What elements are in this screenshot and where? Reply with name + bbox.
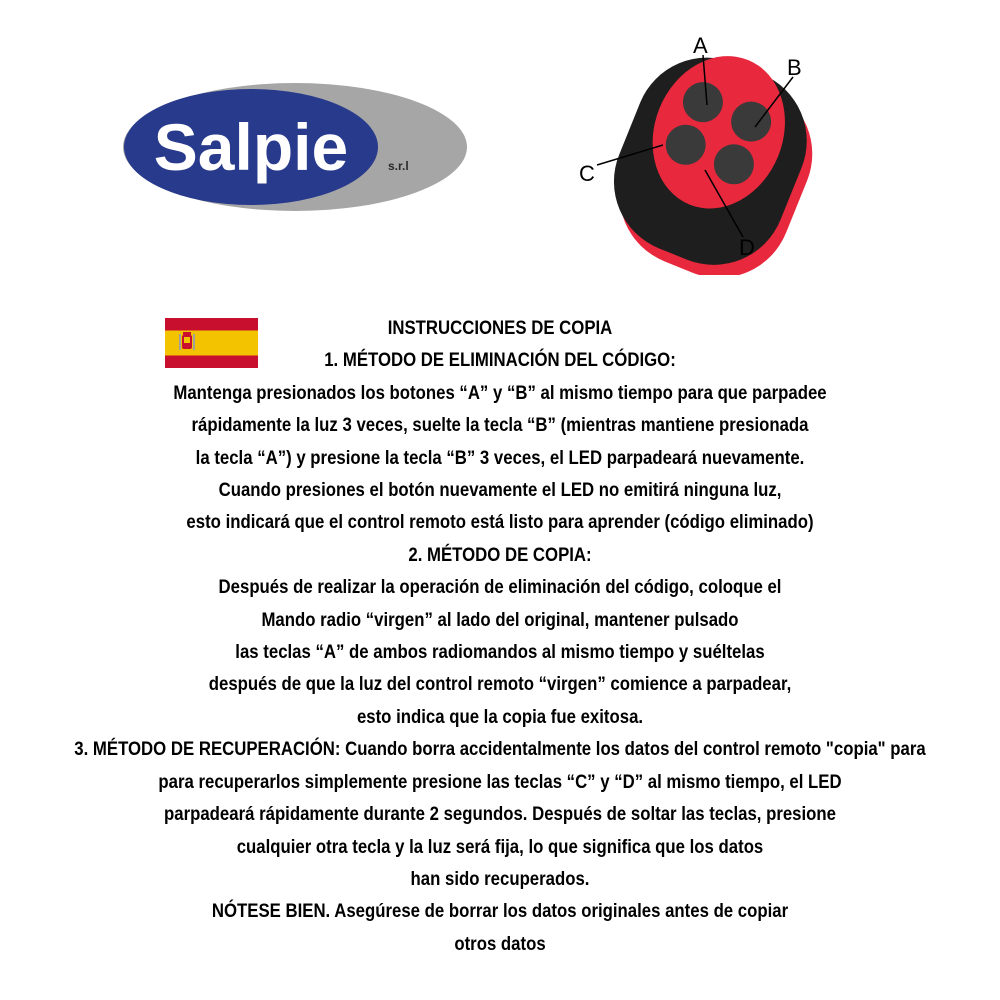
instructions-title: INSTRUCCIONES DE COPIA bbox=[387, 317, 613, 339]
remote-label-d: D bbox=[739, 235, 755, 260]
remote-control-image bbox=[575, 15, 875, 275]
section-1-heading: 1. MÉTODO DE ELIMINACIÓN DEL CÓDIGO: bbox=[324, 349, 676, 372]
instruction-line: para recuperarlos simplemente presione las teclas “C” y “D” al mismo tiempo, el LED bbox=[158, 770, 842, 793]
instruction-line: han sido recuperados. bbox=[410, 867, 590, 890]
copy-instructions bbox=[70, 312, 930, 960]
instruction-line: Mando radio “virgen” al lado del original, mantener pulsado bbox=[261, 608, 739, 631]
instruction-line: después de que la luz del control remoto “virgen” comience a parpadear, bbox=[208, 673, 792, 696]
remote-label-b: B bbox=[787, 55, 802, 80]
instruction-line: otros datos bbox=[454, 932, 546, 955]
section-3-heading: 3. MÉTODO DE RECUPERACIÓN: Cuando borra accidentalmente los datos del control remoto "copia" para bbox=[74, 738, 926, 761]
instruction-line: Después de realizar la operación de eliminación del código, coloque el bbox=[218, 576, 782, 599]
instruction-line: esto indicará que el control remoto está listo para aprender (código eliminado) bbox=[186, 511, 814, 534]
instruction-line: parpadeará rápidamente durante 2 segundos. Después de soltar las teclas, presione bbox=[164, 803, 836, 826]
remote-label-a: A bbox=[693, 33, 708, 58]
instruction-line: cualquier otra tecla y la luz será fija, lo que significa que los datos bbox=[236, 835, 764, 858]
instruction-line: rápidamente la luz 3 veces, suelte la tecla “B” (mientras mantiene presionada bbox=[191, 414, 809, 437]
salpie-logo bbox=[120, 80, 470, 215]
instruction-line: esto indica que la copia fue exitosa. bbox=[356, 705, 644, 728]
instruction-line: Cuando presiones el botón nuevamente el LED no emitirá ninguna luz, bbox=[218, 479, 782, 502]
instruction-line: la tecla “A”) y presione la tecla “B” 3 veces, el LED parpadeará nuevamente. bbox=[195, 446, 805, 469]
logo-brand-text: Salpie bbox=[153, 110, 349, 184]
instruction-line: Mantenga presionados los botones “A” y “B” al mismo tiempo para que parpadee bbox=[173, 381, 827, 404]
section-2-heading: 2. MÉTODO DE COPIA: bbox=[408, 543, 592, 566]
remote-label-c: C bbox=[579, 161, 595, 186]
instruction-line: las teclas “A” de ambos radiomandos al mismo tiempo y suéltelas bbox=[235, 641, 765, 664]
logo-suffix-text: s.r.l bbox=[388, 159, 409, 173]
nota-bene-line: NÓTESE BIEN. Asegúrese de borrar los datos originales antes de copiar bbox=[211, 900, 789, 923]
